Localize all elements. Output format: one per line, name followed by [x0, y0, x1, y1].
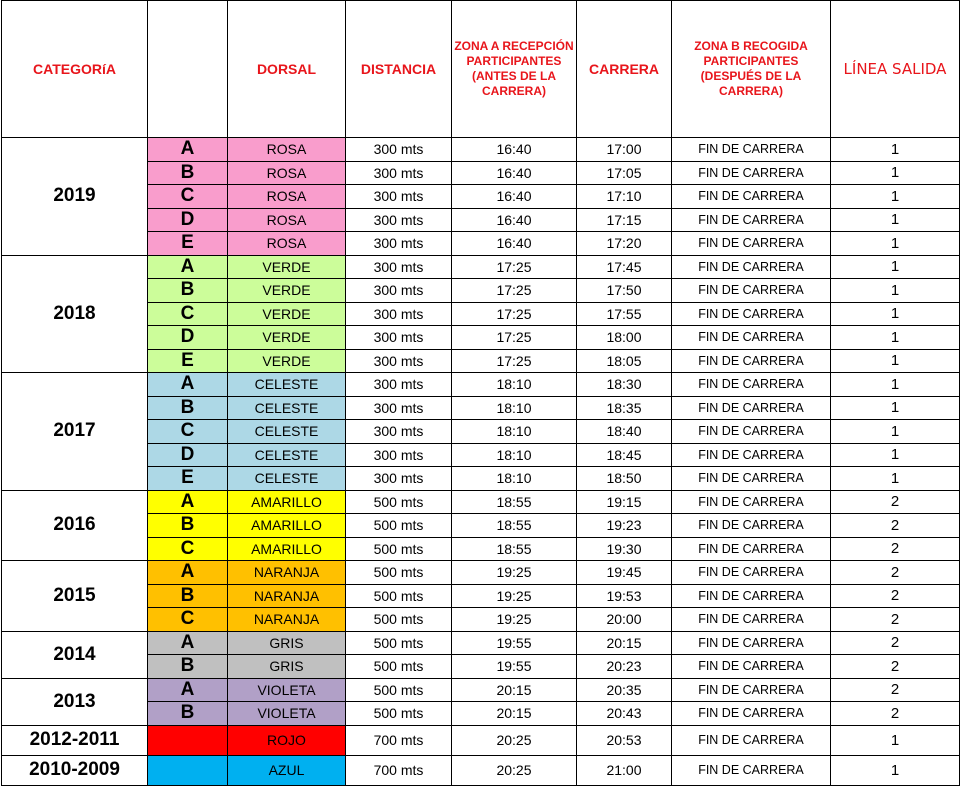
start-line-cell: 1: [831, 725, 960, 755]
zona-a-time-cell: 18:10: [452, 443, 577, 467]
race-time-cell: 19:23: [577, 514, 672, 538]
header-distancia: DISTANCIA: [346, 1, 452, 138]
race-time-cell: 18:30: [577, 373, 672, 397]
race-time-cell: 20:35: [577, 678, 672, 702]
zona-b-cell: FIN DE CARRERA: [672, 161, 831, 185]
zona-b-cell: FIN DE CARRERA: [672, 208, 831, 232]
distance-cell: 500 mts: [346, 490, 452, 514]
category-cell: 2017: [2, 373, 148, 491]
start-line-cell: 1: [831, 349, 960, 373]
zona-b-cell: FIN DE CARRERA: [672, 537, 831, 561]
race-time-cell: 17:45: [577, 255, 672, 279]
start-line-cell: 1: [831, 443, 960, 467]
race-time-cell: 19:45: [577, 561, 672, 585]
header-categoria: CATEGORíA: [2, 1, 148, 138]
zona-a-time-cell: 20:25: [452, 755, 577, 785]
race-time-cell: 19:30: [577, 537, 672, 561]
letter-cell: B: [148, 396, 228, 420]
letter-cell: B: [148, 584, 228, 608]
race-time-cell: 17:00: [577, 138, 672, 162]
dorsal-cell: VERDE: [228, 255, 346, 279]
distance-cell: 300 mts: [346, 326, 452, 350]
zona-a-time-cell: 19:25: [452, 561, 577, 585]
zona-b-cell: FIN DE CARRERA: [672, 631, 831, 655]
header-linea-salida: LÍNEA SALIDA: [831, 1, 960, 138]
zona-a-time-cell: 16:40: [452, 232, 577, 256]
letter-cell: E: [148, 349, 228, 373]
dorsal-cell: CELESTE: [228, 373, 346, 397]
zona-a-time-cell: 19:55: [452, 631, 577, 655]
dorsal-cell: AZUL: [228, 755, 346, 785]
dorsal-cell: CELESTE: [228, 396, 346, 420]
dorsal-cell: NARANJA: [228, 608, 346, 632]
letter-cell: B: [148, 514, 228, 538]
start-line-cell: 1: [831, 396, 960, 420]
race-time-cell: 21:00: [577, 755, 672, 785]
distance-cell: 500 mts: [346, 514, 452, 538]
category-cell: 2012-2011: [2, 725, 148, 755]
dorsal-cell: CELESTE: [228, 443, 346, 467]
schedule-table: [1, 0, 960, 786]
table-row: [2, 678, 960, 702]
start-line-cell: 2: [831, 561, 960, 585]
dorsal-cell: ROJO: [228, 725, 346, 755]
letter-cell: A: [148, 561, 228, 585]
distance-cell: 700 mts: [346, 725, 452, 755]
letter-cell: C: [148, 185, 228, 209]
letter-cell: B: [148, 655, 228, 679]
dorsal-cell: GRIS: [228, 631, 346, 655]
zona-b-cell: FIN DE CARRERA: [672, 396, 831, 420]
distance-cell: 500 mts: [346, 631, 452, 655]
zona-a-time-cell: 18:10: [452, 420, 577, 444]
zona-a-time-cell: 17:25: [452, 302, 577, 326]
zona-b-cell: FIN DE CARRERA: [672, 678, 831, 702]
letter-cell: E: [148, 232, 228, 256]
start-line-cell: 1: [831, 467, 960, 491]
race-time-cell: 18:50: [577, 467, 672, 491]
race-time-cell: 18:05: [577, 349, 672, 373]
zona-b-cell: FIN DE CARRERA: [672, 279, 831, 303]
zona-a-time-cell: 16:40: [452, 208, 577, 232]
dorsal-cell: VERDE: [228, 349, 346, 373]
zona-a-time-cell: 19:55: [452, 655, 577, 679]
zona-b-cell: FIN DE CARRERA: [672, 608, 831, 632]
letter-cell: D: [148, 326, 228, 350]
start-line-cell: 1: [831, 373, 960, 397]
start-line-cell: 1: [831, 255, 960, 279]
distance-cell: 500 mts: [346, 608, 452, 632]
letter-cell: [148, 725, 228, 755]
letter-cell: C: [148, 302, 228, 326]
start-line-cell: 2: [831, 514, 960, 538]
zona-b-cell: FIN DE CARRERA: [672, 584, 831, 608]
race-time-cell: 17:15: [577, 208, 672, 232]
header-zona-a: ZONA A RECEPCIÓN PARTICIPANTES (ANTES DE LA CARRERA): [452, 1, 577, 138]
race-time-cell: 20:43: [577, 702, 672, 726]
distance-cell: 300 mts: [346, 279, 452, 303]
dorsal-cell: ROSA: [228, 138, 346, 162]
table-row: [2, 255, 960, 279]
table-row: [2, 725, 960, 755]
table-row: [2, 373, 960, 397]
zona-a-time-cell: 17:25: [452, 326, 577, 350]
letter-cell: C: [148, 537, 228, 561]
zona-a-time-cell: 18:10: [452, 373, 577, 397]
start-line-cell: 2: [831, 631, 960, 655]
zona-a-time-cell: 20:15: [452, 678, 577, 702]
header-zona-b: ZONA B RECOGIDA PARTICIPANTES (DESPUÉS DE LA CARRERA): [672, 1, 831, 138]
zona-b-cell: FIN DE CARRERA: [672, 561, 831, 585]
race-time-cell: 17:50: [577, 279, 672, 303]
start-line-cell: 1: [831, 185, 960, 209]
letter-cell: A: [148, 678, 228, 702]
distance-cell: 500 mts: [346, 561, 452, 585]
dorsal-cell: VIOLETA: [228, 702, 346, 726]
race-time-cell: 17:55: [577, 302, 672, 326]
dorsal-cell: GRIS: [228, 655, 346, 679]
letter-cell: B: [148, 279, 228, 303]
distance-cell: 500 mts: [346, 678, 452, 702]
category-cell: 2015: [2, 561, 148, 632]
zona-a-time-cell: 20:15: [452, 702, 577, 726]
start-line-cell: 1: [831, 302, 960, 326]
zona-b-cell: FIN DE CARRERA: [672, 490, 831, 514]
category-cell: 2014: [2, 631, 148, 678]
dorsal-cell: AMARILLO: [228, 514, 346, 538]
distance-cell: 500 mts: [346, 537, 452, 561]
letter-cell: D: [148, 208, 228, 232]
race-time-cell: 20:53: [577, 725, 672, 755]
distance-cell: 300 mts: [346, 373, 452, 397]
zona-b-cell: FIN DE CARRERA: [672, 725, 831, 755]
zona-b-cell: FIN DE CARRERA: [672, 514, 831, 538]
race-time-cell: 18:45: [577, 443, 672, 467]
zona-a-time-cell: 17:25: [452, 255, 577, 279]
letter-cell: B: [148, 702, 228, 726]
start-line-cell: 2: [831, 537, 960, 561]
start-line-cell: 1: [831, 326, 960, 350]
dorsal-cell: NARANJA: [228, 584, 346, 608]
letter-cell: A: [148, 490, 228, 514]
dorsal-cell: VERDE: [228, 279, 346, 303]
distance-cell: 300 mts: [346, 467, 452, 491]
letter-cell: A: [148, 631, 228, 655]
zona-b-cell: FIN DE CARRERA: [672, 302, 831, 326]
zona-a-time-cell: 18:10: [452, 396, 577, 420]
zona-a-time-cell: 19:25: [452, 608, 577, 632]
race-time-cell: 20:15: [577, 631, 672, 655]
dorsal-cell: VERDE: [228, 326, 346, 350]
table-row: [2, 138, 960, 162]
dorsal-cell: AMARILLO: [228, 537, 346, 561]
race-time-cell: 17:10: [577, 185, 672, 209]
distance-cell: 500 mts: [346, 702, 452, 726]
dorsal-cell: CELESTE: [228, 467, 346, 491]
zona-b-cell: FIN DE CARRERA: [672, 349, 831, 373]
table-row: [2, 561, 960, 585]
start-line-cell: 1: [831, 420, 960, 444]
letter-cell: A: [148, 373, 228, 397]
zona-b-cell: FIN DE CARRERA: [672, 185, 831, 209]
zona-b-cell: FIN DE CARRERA: [672, 255, 831, 279]
table-row: [2, 490, 960, 514]
race-time-cell: 20:23: [577, 655, 672, 679]
dorsal-cell: NARANJA: [228, 561, 346, 585]
distance-cell: 300 mts: [346, 255, 452, 279]
letter-cell: A: [148, 255, 228, 279]
start-line-cell: 2: [831, 584, 960, 608]
zona-a-time-cell: 19:25: [452, 584, 577, 608]
zona-b-cell: FIN DE CARRERA: [672, 702, 831, 726]
zona-b-cell: FIN DE CARRERA: [672, 326, 831, 350]
header-dorsal: DORSAL: [228, 1, 346, 138]
dorsal-cell: ROSA: [228, 185, 346, 209]
distance-cell: 300 mts: [346, 420, 452, 444]
race-time-cell: 20:00: [577, 608, 672, 632]
zona-b-cell: FIN DE CARRERA: [672, 443, 831, 467]
category-cell: 2013: [2, 678, 148, 725]
start-line-cell: 2: [831, 702, 960, 726]
race-time-cell: 19:15: [577, 490, 672, 514]
start-line-cell: 1: [831, 208, 960, 232]
zona-b-cell: FIN DE CARRERA: [672, 373, 831, 397]
zona-b-cell: FIN DE CARRERA: [672, 467, 831, 491]
distance-cell: 300 mts: [346, 302, 452, 326]
start-line-cell: 2: [831, 655, 960, 679]
table-body: [2, 138, 960, 786]
letter-cell: C: [148, 420, 228, 444]
start-line-cell: 1: [831, 138, 960, 162]
zona-a-time-cell: 16:40: [452, 138, 577, 162]
zona-a-time-cell: 18:55: [452, 514, 577, 538]
start-line-cell: 1: [831, 232, 960, 256]
zona-a-time-cell: 18:10: [452, 467, 577, 491]
header-blank: [148, 1, 228, 138]
table-row: [2, 755, 960, 785]
start-line-cell: 2: [831, 678, 960, 702]
zona-b-cell: FIN DE CARRERA: [672, 420, 831, 444]
distance-cell: 500 mts: [346, 655, 452, 679]
letter-cell: B: [148, 161, 228, 185]
zona-a-time-cell: 17:25: [452, 279, 577, 303]
zona-a-time-cell: 16:40: [452, 161, 577, 185]
zona-b-cell: FIN DE CARRERA: [672, 232, 831, 256]
distance-cell: 300 mts: [346, 185, 452, 209]
dorsal-cell: VIOLETA: [228, 678, 346, 702]
letter-cell: D: [148, 443, 228, 467]
category-cell: 2018: [2, 255, 148, 373]
dorsal-cell: CELESTE: [228, 420, 346, 444]
zona-b-cell: FIN DE CARRERA: [672, 655, 831, 679]
race-time-cell: 17:05: [577, 161, 672, 185]
zona-b-cell: FIN DE CARRERA: [672, 138, 831, 162]
start-line-cell: 2: [831, 608, 960, 632]
dorsal-cell: ROSA: [228, 232, 346, 256]
header-carrera: CARRERA: [577, 1, 672, 138]
start-line-cell: 1: [831, 279, 960, 303]
zona-a-time-cell: 17:25: [452, 349, 577, 373]
distance-cell: 300 mts: [346, 138, 452, 162]
letter-cell: E: [148, 467, 228, 491]
distance-cell: 300 mts: [346, 161, 452, 185]
distance-cell: 300 mts: [346, 349, 452, 373]
dorsal-cell: AMARILLO: [228, 490, 346, 514]
table-row: [2, 631, 960, 655]
distance-cell: 300 mts: [346, 208, 452, 232]
dorsal-cell: ROSA: [228, 208, 346, 232]
zona-a-time-cell: 16:40: [452, 185, 577, 209]
race-time-cell: 17:20: [577, 232, 672, 256]
category-cell: 2016: [2, 490, 148, 561]
letter-cell: [148, 755, 228, 785]
letter-cell: A: [148, 138, 228, 162]
dorsal-cell: ROSA: [228, 161, 346, 185]
header-row: [2, 1, 960, 138]
zona-a-time-cell: 20:25: [452, 725, 577, 755]
start-line-cell: 1: [831, 161, 960, 185]
dorsal-cell: VERDE: [228, 302, 346, 326]
start-line-cell: 1: [831, 755, 960, 785]
race-time-cell: 18:40: [577, 420, 672, 444]
race-time-cell: 19:53: [577, 584, 672, 608]
race-time-cell: 18:00: [577, 326, 672, 350]
distance-cell: 500 mts: [346, 584, 452, 608]
race-time-cell: 18:35: [577, 396, 672, 420]
letter-cell: C: [148, 608, 228, 632]
category-cell: 2019: [2, 138, 148, 256]
zona-b-cell: FIN DE CARRERA: [672, 755, 831, 785]
zona-a-time-cell: 18:55: [452, 537, 577, 561]
category-cell: 2010-2009: [2, 755, 148, 785]
distance-cell: 300 mts: [346, 396, 452, 420]
zona-a-time-cell: 18:55: [452, 490, 577, 514]
distance-cell: 300 mts: [346, 443, 452, 467]
start-line-cell: 2: [831, 490, 960, 514]
distance-cell: 700 mts: [346, 755, 452, 785]
distance-cell: 300 mts: [346, 232, 452, 256]
